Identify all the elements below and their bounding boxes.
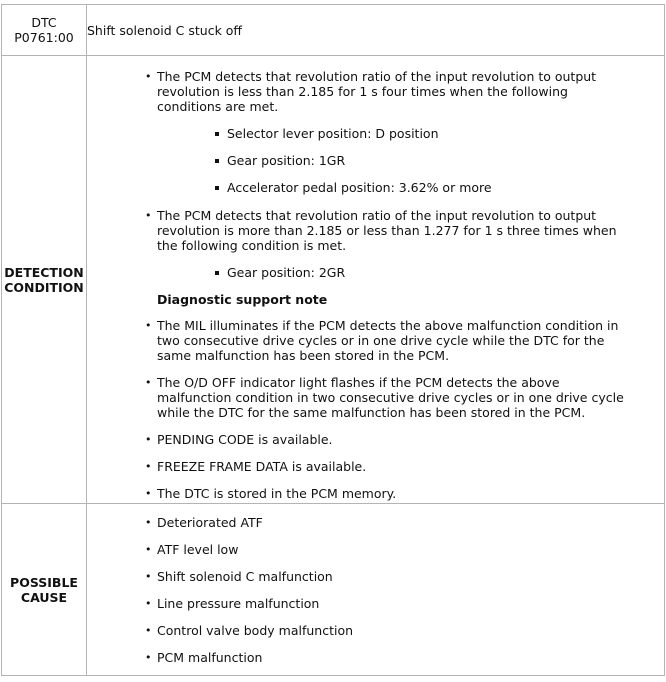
condition-text-line: • The PCM detects that revolution ratio of the input revolution to output (157, 207, 597, 223)
possible-cause-content (87, 504, 665, 676)
dtc-code: P0761:00 (14, 30, 74, 45)
condition-subitem: Accelerator pedal position: 3.62% or more (87, 180, 664, 195)
condition-text-line: conditions are met. (157, 98, 279, 114)
dtc-header-row (2, 5, 665, 56)
support-note-line: • The O/D OFF indicator light flashes if the PCM detects the above (157, 374, 560, 390)
dtc-title: Shift solenoid C stuck off (87, 5, 665, 56)
cause-item: • Deteriorated ATF (87, 515, 664, 530)
condition-subitem-list (87, 265, 664, 280)
condition-subitem: Gear position: 1GR (87, 153, 664, 168)
cause-item: • PCM malfunction (87, 650, 664, 665)
condition-subitem: Selector lever position: D position (87, 126, 664, 141)
support-note-item: • The DTC is stored in the PCM memory. (87, 486, 664, 501)
condition-list (87, 208, 664, 253)
condition-subitem-list (87, 126, 664, 195)
cause-list (87, 515, 664, 665)
support-note-line: • The MIL illuminates if the PCM detects the above malfunction condition in (157, 317, 619, 333)
cause-item: • ATF level low (87, 542, 664, 557)
cause-item: • Shift solenoid C malfunction (87, 569, 664, 584)
detection-condition-content (87, 56, 665, 504)
possible-cause-header (2, 504, 87, 676)
support-note-item (87, 318, 664, 363)
support-note-item (87, 375, 664, 420)
support-note-line: two consecutive drive cycles or in one drive cycle while the DTC for the (157, 332, 605, 348)
condition-text-line: • The PCM detects that revolution ratio of the input revolution to output (157, 68, 597, 84)
dtc-table (1, 4, 665, 676)
cause-item: • Control valve body malfunction (87, 623, 664, 638)
condition-item (87, 208, 664, 253)
detection-label-line1: DETECTION (4, 264, 84, 280)
diagnostic-support-note-title: Diagnostic support note (157, 291, 328, 307)
detection-condition-row (2, 56, 665, 504)
support-note-line: while the DTC for the same malfunction has been stored in the PCM. (157, 404, 586, 420)
support-note-line: same malfunction has been stored in the PCM. (157, 347, 450, 363)
cause-item: • Line pressure malfunction (87, 596, 664, 611)
condition-item (87, 69, 664, 114)
condition-text-line: the following condition is met. (157, 237, 347, 253)
support-note-line: malfunction condition in two consecutive drive cycles or in one drive cycle (157, 389, 624, 405)
cause-label-line2: CAUSE (20, 589, 68, 605)
support-note-item: • PENDING CODE is available. (87, 432, 664, 447)
cause-label-line1: POSSIBLE (10, 574, 78, 590)
condition-text-line: revolution is less than 2.185 for 1 s four times when the following (157, 83, 568, 99)
detection-label-line2: CONDITION (4, 279, 84, 295)
condition-subitem: Gear position: 2GR (87, 265, 664, 280)
condition-text-line: revolution is more than 2.185 or less than 1.277 for 1 s three times when (157, 222, 617, 238)
possible-cause-row (2, 504, 665, 676)
dtc-label: DTC (31, 15, 57, 30)
detection-condition-header (2, 56, 87, 504)
condition-list (87, 69, 664, 114)
dtc-code-cell (2, 5, 87, 56)
support-note-list (87, 318, 664, 501)
support-note-item: • FREEZE FRAME DATA is available. (87, 459, 664, 474)
